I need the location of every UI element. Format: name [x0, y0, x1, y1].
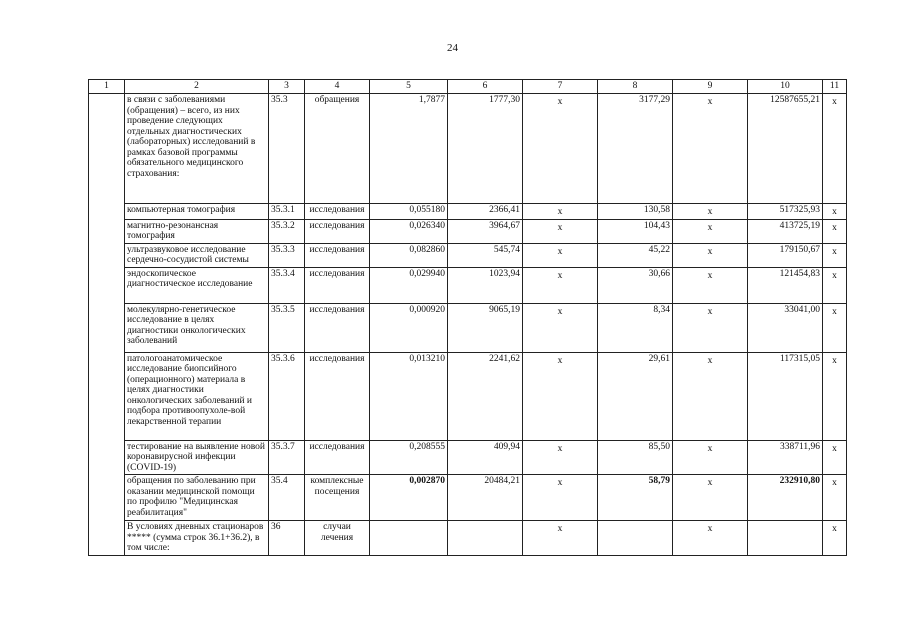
total-cell: [748, 521, 823, 556]
total-cell: 232910,80: [748, 475, 823, 521]
description-cell: молекулярно-генетическое исследование в целях диагностики онкологических заболеваний: [125, 303, 269, 352]
description-cell: обращения по заболеванию при оказании медицинской помощи по профилю "Медицинская реабилитация": [125, 475, 269, 521]
unit-cell: исследования: [305, 440, 370, 475]
unit-cell: обращения: [305, 94, 370, 204]
volume-cell: [370, 521, 448, 556]
unit-cell: исследования: [305, 219, 370, 243]
x-cell: x: [823, 303, 847, 352]
x-cell: x: [523, 440, 598, 475]
code-cell: 35.3.2: [269, 219, 305, 243]
description-cell: в связи с заболеваниями (обращения) – всего, из них проведение следующих отдельных диагностических (лабораторных) исследований в рамках базовой программы обязательного медицинского страхования:: [125, 94, 269, 204]
description-cell: эндоскопическое диагностическое исследование: [125, 267, 269, 303]
total-cell: 33041,00: [748, 303, 823, 352]
code-cell: 35.3.3: [269, 243, 305, 267]
table-row: [89, 521, 847, 556]
unit-cell: комплексные посещения: [305, 475, 370, 521]
x-cell: x: [673, 475, 748, 521]
header-cell: 2: [125, 80, 269, 94]
table-row: [89, 352, 847, 440]
unit-cell: случаи лечения: [305, 521, 370, 556]
x-cell: x: [823, 440, 847, 475]
description-cell: тестирование на выявление новой коронавирусной инфекции (COVID-19): [125, 440, 269, 475]
volume-cell: 0,002870: [370, 475, 448, 521]
x-cell: x: [673, 204, 748, 220]
header-cell: 4: [305, 80, 370, 94]
x-cell: x: [673, 303, 748, 352]
per-capita-cell: 29,61: [598, 352, 673, 440]
cost-cell: 1777,30: [448, 94, 523, 204]
description-cell: патологоанатомическое исследование биопсийного (операционного) материала в целях диагностики онкологических заболеваний и подбора противоопухоле-вой лекарственной терапии: [125, 352, 269, 440]
cost-cell: 3964,67: [448, 219, 523, 243]
total-cell: 121454,83: [748, 267, 823, 303]
description-cell: магнитно-резонансная томография: [125, 219, 269, 243]
description-cell: ультразвуковое исследование сердечно-сосудистой системы: [125, 243, 269, 267]
unit-cell: исследования: [305, 352, 370, 440]
x-cell: x: [523, 243, 598, 267]
header-cell: 6: [448, 80, 523, 94]
x-cell: x: [523, 352, 598, 440]
cost-cell: [448, 521, 523, 556]
x-cell: x: [523, 94, 598, 204]
per-capita-cell: 85,50: [598, 440, 673, 475]
total-cell: 517325,93: [748, 204, 823, 220]
code-cell: 35.3.7: [269, 440, 305, 475]
volume-cell: 0,013210: [370, 352, 448, 440]
x-cell: x: [823, 243, 847, 267]
code-cell: 35.3.1: [269, 204, 305, 220]
code-cell: 35.4: [269, 475, 305, 521]
x-cell: x: [523, 219, 598, 243]
x-cell: x: [673, 440, 748, 475]
cost-cell: 20484,21: [448, 475, 523, 521]
header-cell: 9: [673, 80, 748, 94]
x-cell: x: [823, 267, 847, 303]
code-cell: 35.3.5: [269, 303, 305, 352]
header-row: [89, 80, 847, 94]
per-capita-cell: 8,34: [598, 303, 673, 352]
volume-cell: 0,029940: [370, 267, 448, 303]
x-cell: x: [823, 219, 847, 243]
unit-cell: исследования: [305, 204, 370, 220]
per-capita-cell: 58,79: [598, 475, 673, 521]
unit-cell: исследования: [305, 303, 370, 352]
x-cell: x: [673, 352, 748, 440]
x-cell: x: [823, 475, 847, 521]
header-cell: 11: [823, 80, 847, 94]
code-cell: 35.3.4: [269, 267, 305, 303]
total-cell: 413725,19: [748, 219, 823, 243]
page-number: 24: [447, 42, 458, 54]
per-capita-cell: 3177,29: [598, 94, 673, 204]
table-row: [89, 267, 847, 303]
table-row: [89, 440, 847, 475]
header-cell: 1: [89, 80, 125, 94]
unit-cell: исследования: [305, 267, 370, 303]
volume-cell: 0,208555: [370, 440, 448, 475]
row-label-cell: [89, 94, 125, 556]
x-cell: x: [673, 267, 748, 303]
x-cell: x: [673, 219, 748, 243]
cost-cell: 2241,62: [448, 352, 523, 440]
total-cell: 338711,96: [748, 440, 823, 475]
table-row: [89, 204, 847, 220]
header-cell: 10: [748, 80, 823, 94]
table-row: [89, 475, 847, 521]
total-cell: 179150,67: [748, 243, 823, 267]
volume-cell: 0,082860: [370, 243, 448, 267]
per-capita-cell: [598, 521, 673, 556]
total-cell: 12587655,21: [748, 94, 823, 204]
code-cell: 35.3: [269, 94, 305, 204]
code-cell: 35.3.6: [269, 352, 305, 440]
x-cell: x: [523, 303, 598, 352]
x-cell: x: [523, 204, 598, 220]
total-cell: 117315,05: [748, 352, 823, 440]
header-cell: 5: [370, 80, 448, 94]
per-capita-cell: 104,43: [598, 219, 673, 243]
header-cell: 8: [598, 80, 673, 94]
volume-cell: 0,055180: [370, 204, 448, 220]
x-cell: x: [673, 243, 748, 267]
per-capita-cell: 45,22: [598, 243, 673, 267]
cost-cell: 9065,19: [448, 303, 523, 352]
per-capita-cell: 130,58: [598, 204, 673, 220]
table-row: [89, 303, 847, 352]
volume-cell: 0,000920: [370, 303, 448, 352]
x-cell: x: [673, 521, 748, 556]
table-row: [89, 94, 847, 204]
code-cell: 36: [269, 521, 305, 556]
x-cell: x: [673, 94, 748, 204]
cost-cell: 2366,41: [448, 204, 523, 220]
cost-cell: 545,74: [448, 243, 523, 267]
description-cell: компьютерная томография: [125, 204, 269, 220]
table-row: [89, 243, 847, 267]
data-table: [88, 79, 847, 556]
x-cell: x: [823, 204, 847, 220]
cost-cell: 409,94: [448, 440, 523, 475]
header-cell: 7: [523, 80, 598, 94]
volume-cell: 1,7877: [370, 94, 448, 204]
header-cell: 3: [269, 80, 305, 94]
x-cell: x: [523, 475, 598, 521]
x-cell: x: [823, 521, 847, 556]
table-row: [89, 219, 847, 243]
x-cell: x: [523, 521, 598, 556]
x-cell: x: [823, 352, 847, 440]
per-capita-cell: 30,66: [598, 267, 673, 303]
cost-cell: 1023,94: [448, 267, 523, 303]
unit-cell: исследования: [305, 243, 370, 267]
description-cell: В условиях дневных стационаров ***** (сумма строк 36.1+36.2), в том числе:: [125, 521, 269, 556]
x-cell: x: [523, 267, 598, 303]
x-cell: x: [823, 94, 847, 204]
volume-cell: 0,026340: [370, 219, 448, 243]
